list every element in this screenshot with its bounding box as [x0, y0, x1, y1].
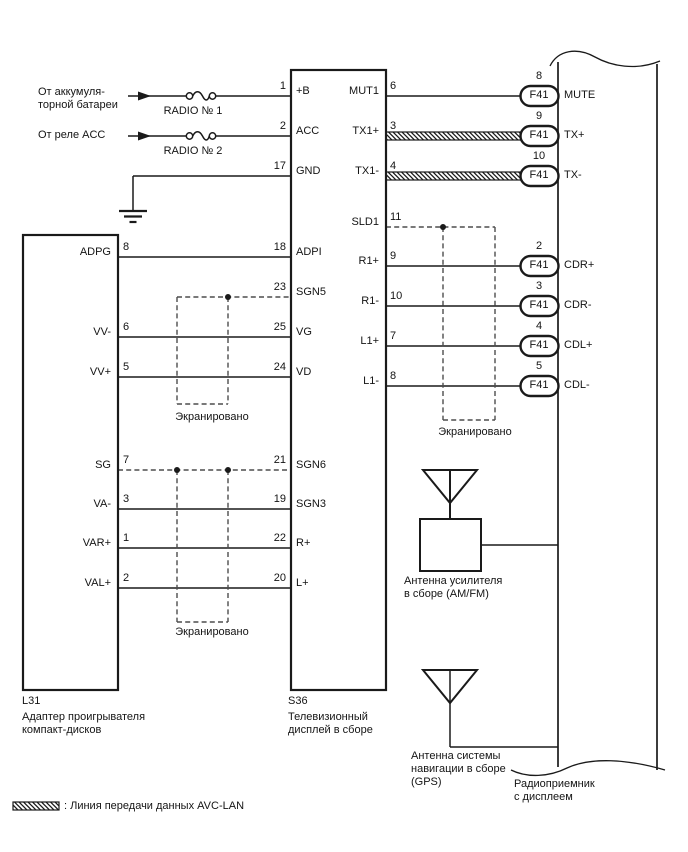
- l31-pin-label: VV+: [89, 366, 111, 378]
- fuse-radio1-label: RADIO № 1: [163, 105, 223, 117]
- f41-pin-number: 5: [535, 360, 543, 372]
- s36-pin-number: 6: [390, 80, 397, 92]
- s36-pin-label: VG: [296, 326, 312, 338]
- l31-pin-label: SG: [95, 459, 111, 471]
- antenna-amfm-label-line1: Антенна усилителя: [404, 575, 503, 587]
- s36-pin-label: L+: [296, 577, 309, 589]
- l31-pin-number: 3: [123, 493, 130, 505]
- rail-signal-label: CDR-: [564, 299, 592, 311]
- antenna-gps-label-line1: Антенна системы: [411, 750, 501, 762]
- source-battery-label-line1: От аккумуля-: [38, 86, 105, 98]
- l31-pin-number: 6: [123, 321, 130, 333]
- s36-pin-number: 9: [390, 250, 397, 262]
- arrow-icon: [138, 92, 151, 101]
- s36-pin-label: VD: [296, 366, 312, 378]
- antenna-amfm-label-line2: в сборе (AM/FM): [404, 588, 489, 600]
- s36-pin-label: SGN5: [296, 286, 326, 298]
- s36-pin-label: ACC: [296, 125, 320, 137]
- f41-connector-label: F41: [529, 379, 549, 391]
- l31-pin-number: 1: [123, 532, 130, 544]
- s36-pin-number: 3: [390, 120, 397, 132]
- rail-signal-label: MUTE: [564, 89, 596, 101]
- f41-pin-number: 3: [535, 280, 543, 292]
- f41-pin-number: 8: [535, 70, 543, 82]
- radio-name-line1: Радиоприемник: [514, 778, 595, 790]
- shield-junction-dots: [174, 224, 446, 473]
- f41-pin-number: 2: [535, 240, 543, 252]
- s36-name-line2: дисплей в сборе: [288, 724, 373, 736]
- s36-pin-label: +B: [296, 85, 310, 97]
- l31-pin-label: VA-: [93, 498, 111, 510]
- l31-pin-label: VAR+: [82, 537, 111, 549]
- shield-label: Экранировано: [175, 626, 249, 638]
- l31-name-line1: Адаптер проигрывателя: [22, 711, 146, 723]
- arrow-icon: [138, 132, 151, 141]
- s36-pin-number: 22: [273, 532, 286, 544]
- l31-pin-label: VV-: [93, 326, 111, 338]
- rail-signal-label: CDL+: [564, 339, 593, 351]
- antenna-gps-label-line2: навигации в сборе: [411, 763, 506, 775]
- s36-pin-number: 11: [390, 211, 402, 223]
- rail-break-top: [550, 51, 660, 66]
- s36-pin-label: GND: [296, 165, 321, 177]
- s36-pin-number: 20: [273, 572, 286, 584]
- s36-pin-number: 17: [273, 160, 286, 172]
- s36-pin-number: 4: [390, 160, 397, 172]
- source-acc-label: От реле ACC: [38, 129, 106, 141]
- l31-code: L31: [22, 695, 41, 707]
- rail-signal-label: TX-: [564, 169, 582, 181]
- rail-signal-label: CDR+: [564, 259, 595, 271]
- l31-pin-number: 7: [123, 454, 130, 466]
- s36-pin-label: MUT1: [349, 85, 379, 97]
- s36-code: S36: [288, 695, 308, 707]
- l31-pin-number: 8: [123, 241, 130, 253]
- shield-label: Экранировано: [438, 426, 512, 438]
- f41-connector-label: F41: [529, 89, 549, 101]
- antenna-amfm-icon: [420, 470, 558, 571]
- s36-pin-label: L1+: [360, 335, 379, 347]
- s36-pin-label: SLD1: [351, 216, 379, 228]
- legend-avclan-swatch: [13, 802, 59, 810]
- avclan-lines: [386, 132, 523, 180]
- s36-pin-number: 24: [273, 361, 286, 373]
- f41-connector-label: F41: [529, 259, 549, 271]
- l31-pin-label: VAL+: [84, 577, 111, 589]
- rail-break-bottom: [511, 761, 665, 776]
- s36-pin-label: R+: [296, 537, 311, 549]
- ground-icon: [119, 211, 147, 222]
- s36-pin-label: R1-: [361, 295, 379, 307]
- l31-name-line2: компакт-дисков: [22, 724, 102, 736]
- s36-pin-number: 8: [390, 370, 397, 382]
- s36-pin-number: 21: [273, 454, 286, 466]
- s36-pin-number: 10: [390, 290, 403, 302]
- f41-connector-label: F41: [529, 339, 549, 351]
- s36-pin-label: ADPI: [296, 246, 322, 258]
- s36-pin-number: 7: [390, 330, 397, 342]
- s36-pin-number: 18: [273, 241, 286, 253]
- s36-pin-label: L1-: [363, 375, 379, 387]
- f41-pin-number: 10: [532, 150, 546, 162]
- shield-label: Экранировано: [175, 411, 249, 423]
- legend-label: : Линия передачи данных AVC-LAN: [64, 800, 245, 812]
- s36-pin-number: 1: [279, 80, 286, 92]
- rail-signal-label: CDL-: [564, 379, 590, 391]
- s36-pin-number: 23: [273, 281, 286, 293]
- fuse-radio1-icon: [186, 92, 215, 100]
- f41-connector-label: F41: [529, 299, 549, 311]
- rail-signal-label: TX+: [564, 129, 585, 141]
- f41-pin-number: 4: [535, 320, 543, 332]
- fuse-radio2-icon: [186, 132, 215, 140]
- antenna-gps-icon: [423, 670, 558, 747]
- s36-pin-label: TX1-: [355, 165, 379, 177]
- s36-name-line1: Телевизионный: [288, 711, 368, 723]
- f41-connector-label: F41: [529, 129, 549, 141]
- s36-pin-label: SGN3: [296, 498, 326, 510]
- s36-pin-number: 19: [273, 493, 286, 505]
- fuse-radio2-label: RADIO № 2: [163, 145, 223, 157]
- s36-pin-label: TX1+: [352, 125, 379, 137]
- s36-pin-label: R1+: [358, 255, 379, 267]
- l31-pin-label: ADPG: [79, 246, 111, 258]
- f41-pin-number: 9: [535, 110, 543, 122]
- f41-connector-label: F41: [529, 169, 549, 181]
- antenna-gps-label-line3: (GPS): [411, 776, 442, 788]
- l31-pin-number: 5: [123, 361, 130, 373]
- s36-pin-number: 2: [279, 120, 286, 132]
- source-battery-label-line2: торной батареи: [38, 99, 118, 111]
- s36-pin-label: SGN6: [296, 459, 326, 471]
- l31-pin-number: 2: [123, 572, 130, 584]
- radio-name-line2: с дисплеем: [514, 791, 573, 803]
- s36-pin-number: 25: [273, 321, 286, 333]
